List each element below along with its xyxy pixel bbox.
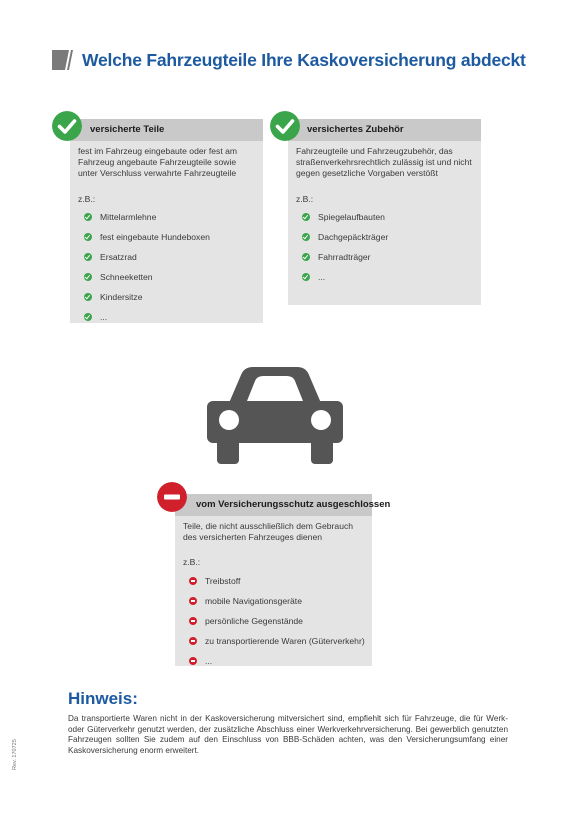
check-bullet-icon [302, 213, 310, 221]
check-bullet-icon [84, 253, 92, 261]
card-heading: versichertes Zubehör [307, 124, 404, 135]
page-title: Welche Fahrzeugteile Ihre Kaskoversicherung abdeckt [82, 49, 526, 70]
check-bullet-icon [302, 273, 310, 281]
card-description: Fahrzeugteile und Fahrzeugzubehör, das straßenverkehrsrechtlich zulässig ist und nicht gegen gesetzliche Vorgaben verstößt [296, 146, 472, 178]
list-item: Spiegelaufbauten [302, 207, 388, 227]
card-header [175, 494, 391, 516]
check-bullet-icon [84, 213, 92, 221]
example-label: z.B.: [296, 194, 314, 204]
minus-bullet-icon [189, 637, 197, 645]
card-insured-parts [70, 119, 263, 323]
card-description: fest im Fahrzeug eingebaute oder fest am Fahrzeug angebaute Fahrzeugteile sowie unter Verschluss verwahrte Fahrzeugteile [78, 146, 238, 178]
revision-label: Rev. 170725 [12, 739, 18, 770]
list-item: ... [302, 267, 388, 287]
list-item: Fahrradträger [302, 247, 388, 267]
slanted-bar-icon [52, 50, 76, 70]
checkmark-circle-icon [270, 111, 300, 141]
list-item: Mittelarmlehne [84, 207, 210, 227]
list-item: persönliche Gegenstände [189, 611, 365, 631]
check-bullet-icon [84, 233, 92, 241]
checkmark-circle-icon [52, 111, 82, 141]
card-insured-accessories [288, 119, 481, 305]
car-icon [207, 365, 343, 465]
card-heading: versicherte Teile [90, 124, 165, 135]
list-item: Schneeketten [84, 267, 210, 287]
list-item: mobile Navigationsgeräte [189, 591, 365, 611]
list-item: zu transportierende Waren (Güterverkehr) [189, 631, 365, 651]
insured-parts-list [84, 207, 210, 327]
check-bullet-icon [302, 233, 310, 241]
card-header [70, 119, 263, 141]
minus-circle-icon [157, 482, 187, 512]
example-label: z.B.: [78, 194, 96, 204]
list-item: Treibstoff [189, 571, 365, 591]
list-item: Ersatzrad [84, 247, 210, 267]
list-item: ... [189, 651, 365, 671]
card-header [288, 119, 481, 141]
excluded-list [189, 571, 365, 671]
check-bullet-icon [84, 293, 92, 301]
list-item: ... [84, 307, 210, 327]
page-header [52, 48, 526, 72]
check-bullet-icon [302, 253, 310, 261]
minus-bullet-icon [189, 617, 197, 625]
hinweis-text: Da transportierte Waren nicht in der Kaskoversicherung mitversichert sind, empfiehlt sich für Fahrzeuge, die für Werk- oder Güterverkehr genutzt werden, der zusätzliche Abschluss einer Werkverkehrversicherung. Bei gewerblich genutzten Fahrzeugen sollten Sie zudem auf den Einschluss von BBB-Schäden achten, was den Versicherungsumfang einer Kaskoversicherung enorm erweitert. [68, 714, 508, 755]
example-label: z.B.: [183, 557, 201, 567]
list-item: Kindersitze [84, 287, 210, 307]
insured-accessories-list [302, 207, 388, 287]
list-item: Dachgepäckträger [302, 227, 388, 247]
minus-bullet-icon [189, 657, 197, 665]
hinweis-heading: Hinweis: [68, 689, 138, 708]
minus-bullet-icon [189, 577, 197, 585]
card-excluded [175, 494, 391, 666]
card-heading: vom Versicherungsschutz ausgeschlossen [196, 499, 391, 510]
check-bullet-icon [84, 313, 92, 321]
list-item: fest eingebaute Hundeboxen [84, 227, 210, 247]
check-bullet-icon [84, 273, 92, 281]
minus-bullet-icon [189, 597, 197, 605]
card-description: Teile, die nicht ausschließlich dem Gebrauch des versicherten Fahrzeuges dienen [183, 521, 354, 542]
